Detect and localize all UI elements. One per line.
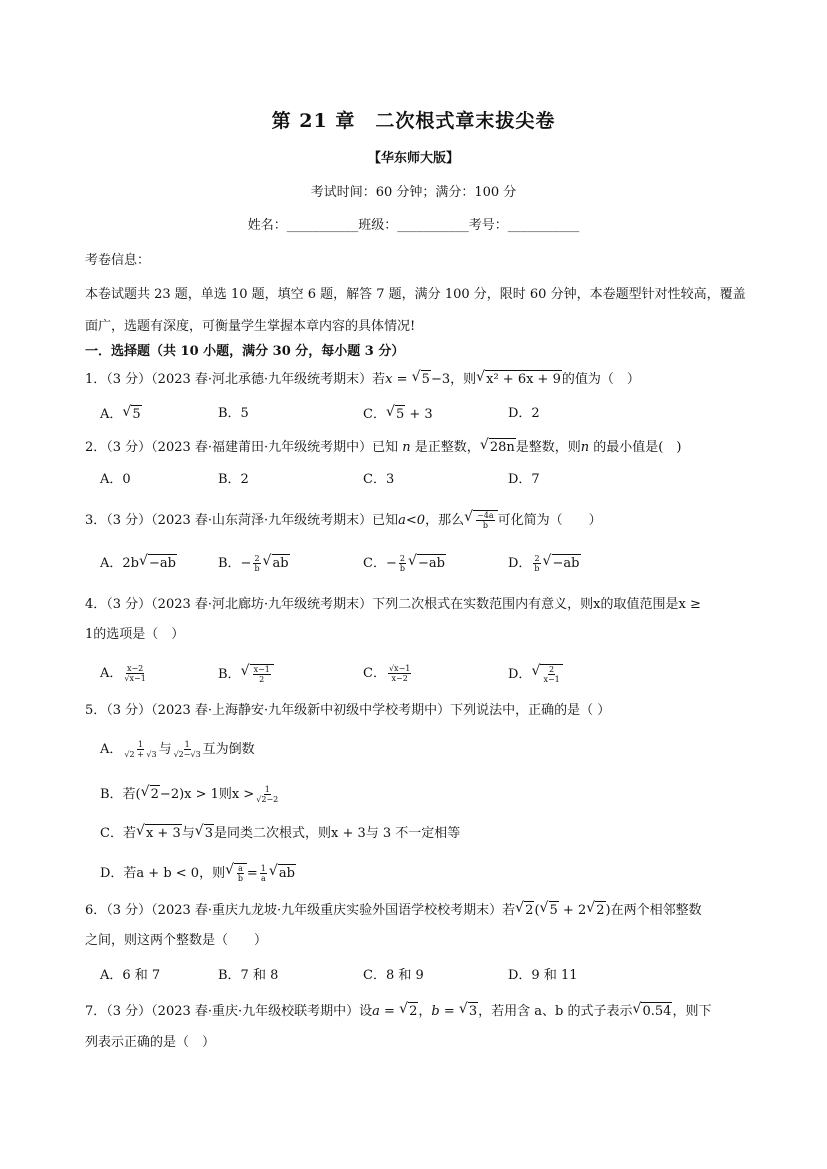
q1-a-rad: √ 5 (131, 405, 141, 424)
q6-rad1: √ 2 (524, 901, 534, 920)
q6-post: )在两个相邻整数 (605, 903, 702, 918)
question-4-line-1: 4．（3 分）（2023 春·河北廊坊·九年级统考期末）下列二次根式在实数范围内有意义，则x的取值范围是x ≥ (85, 597, 701, 612)
q5-d-eq: = (246, 866, 258, 881)
q7-text: 7．（3 分）（2023 春·重庆·九年级校联考期中）设 (85, 1004, 373, 1019)
q3-option-c[interactable] (363, 554, 446, 573)
q3-cond: a<0 (398, 513, 426, 528)
q1-option-d[interactable]: D．2 (508, 406, 540, 421)
q3-d-den: b (534, 564, 540, 573)
question-2 (85, 438, 681, 457)
q3-b-rad: √ ab (272, 554, 290, 573)
q1-option-a[interactable] (100, 405, 142, 424)
q5-b-label: B．若( (100, 787, 141, 802)
name-blank: ___________ (286, 218, 359, 233)
q4-d-label: D． (508, 667, 532, 682)
q5-c-mid: 与 (181, 826, 195, 841)
q6-rad2: √ 5 (549, 901, 559, 920)
intro-line-2: 面广，选题有深度，可衡量学生掌握本章内容的具体情况! (85, 319, 416, 334)
q3-a-rad: √ −ab (148, 554, 177, 573)
q2-option-d[interactable]: D．7 (508, 472, 540, 487)
q1-x: x = (385, 372, 412, 387)
question-1 (85, 370, 640, 389)
q3-a-label: A．2b (100, 556, 139, 571)
q4-a-den: √x−1 (124, 674, 146, 683)
intro-label: 考卷信息： (85, 253, 151, 268)
q3-mid: ，那么 (425, 513, 465, 528)
q5-d-rad: √ ab (278, 864, 296, 883)
q4-c-num: √x−1 (388, 664, 411, 673)
q4-c-den: x−2 (391, 674, 408, 683)
name-label: 姓名： (247, 218, 287, 233)
q2-option-c[interactable]: C．3 (363, 472, 395, 487)
q3-b-num: 2 (254, 554, 260, 563)
q2-mid2: 是整数，则 (515, 440, 581, 455)
number-blank: ___________ (507, 218, 580, 233)
q1-option-b[interactable]: B．5 (218, 406, 249, 421)
q5-a-label: A． (100, 742, 123, 757)
q5-option-a[interactable] (100, 740, 255, 759)
q1-c-rad: √ 5 (395, 405, 405, 424)
q4-b-label: B． (218, 667, 241, 682)
q7-rad: √ 0.54 (641, 1002, 672, 1021)
q7-b-rad: √ 3 (468, 1002, 478, 1021)
number-label: 考号： (468, 218, 508, 233)
q2-text: 2．（3 分）（2023 春·福建莆田·九年级统考期中）已知 (85, 440, 399, 455)
q5-c-rad2: √ 3 (204, 824, 214, 843)
intro-line-1: 本卷试题共 23 题，单选 10 题，填空 6 题，解答 7 题，满分 100 分，限时 60 分钟，本卷题型针对性较高，覆盖 (85, 287, 746, 302)
q7-a-eq: a = (372, 1004, 400, 1019)
q3-d-label: D． (508, 556, 532, 571)
q3-suffix: 可化简为（ ） (497, 513, 602, 528)
q3-c-rad: √ −ab (417, 554, 446, 573)
q5-a-f1-den: √2 + √3 (124, 750, 157, 759)
question-6-line-2: 之间，则这两个整数是（ ） (85, 933, 268, 948)
q5-d-f-den: a (260, 874, 266, 883)
q2-suffix: 的最小值是( ) (589, 440, 682, 455)
q2-n2: n (580, 440, 590, 455)
q5-d-num: √ a (238, 864, 243, 873)
q3-c-label: C．− (363, 556, 397, 571)
question-7-line-1 (85, 1002, 711, 1021)
q2-option-b[interactable]: B．2 (218, 472, 249, 487)
q5-d-label: D．若a + b < 0，则 (100, 866, 226, 881)
q2-mid: 是正整数， (410, 440, 480, 455)
q4-option-b[interactable] (218, 664, 274, 684)
q6-text: 6．（3 分）（2023 春·重庆九龙坡·九年级重庆实验外国语学校校考期末）若 (85, 903, 516, 918)
q5-d-f-num: 1 (260, 864, 266, 873)
q3-b-den: b (254, 564, 260, 573)
q7-mid: ，若用含 a、b 的式子表示 (478, 1004, 633, 1019)
question-5: 5．（3 分）（2023 春·上海静安·九年级新中初级中学校考期中）下列说法中，正确的是（ ） (85, 703, 611, 718)
q3-frac-num: √ −4a (477, 511, 494, 520)
q5-option-d[interactable] (100, 863, 296, 883)
q4-a-label: A． (100, 666, 123, 681)
q6-option-d[interactable]: D．9 和 11 (508, 968, 578, 983)
edition-label: 【华东师大版】 (367, 151, 459, 166)
q7-post: ，则下 (672, 1004, 712, 1019)
q5-b-den: √2−2 (256, 795, 279, 804)
q3-c-num: 2 (399, 554, 405, 563)
q5-option-c[interactable] (100, 824, 460, 843)
q4-a-num: x−2 (126, 664, 144, 673)
q2-n: n (402, 440, 411, 455)
q2-option-a[interactable]: A．0 (100, 472, 131, 487)
q5-a-f2-den: √2−√3 (173, 750, 201, 759)
q4-option-d[interactable] (508, 664, 563, 684)
q1-a-label: A． (100, 407, 123, 422)
q3-text: 3．（3 分）（2023 春·山东菏泽·九年级统考期末）已知 (85, 513, 399, 528)
q5-b-num: 1 (264, 785, 270, 794)
q1-x-tail: −3 (430, 372, 451, 387)
q5-option-b[interactable] (100, 785, 280, 804)
q7-sep: ， (418, 1004, 432, 1019)
question-3 (85, 510, 602, 530)
q6-option-c[interactable]: C．8 和 9 (363, 968, 424, 983)
q5-a-f1-num: 1 (137, 740, 144, 749)
q3-c-den: b (399, 564, 405, 573)
q3-d-rad: √ −ab (552, 554, 581, 573)
q7-a-rad: √ 2 (408, 1002, 418, 1021)
page-title: 第 21 章 二次根式章末拔尖卷 (271, 110, 556, 132)
q1-x-radicand: √ 5 (421, 370, 431, 389)
question-7-line-2: 列表示正确的是（ ） (85, 1035, 216, 1050)
q1-c-label: C． (363, 407, 386, 422)
exam-info: 考试时间：60 分钟；满分：100 分 (310, 185, 517, 200)
q5-a-tail: 互为倒数 (202, 742, 255, 757)
q5-d-den: b (237, 874, 244, 883)
q5-c-label: C．若 (100, 826, 136, 841)
q6-rad3: √ 2 (595, 901, 605, 920)
class-label: 班级： (358, 218, 398, 233)
q2-radicand: √ 28n (489, 438, 516, 457)
q4-b-num: √ x−1 (253, 665, 270, 674)
q1-c-tail: + 3 (405, 407, 433, 422)
class-blank: ___________ (397, 218, 469, 233)
q6-option-a[interactable]: A．6 和 7 (100, 968, 161, 983)
q1-mid: ，则 (450, 372, 477, 387)
q5-c-tail: 是同类二次根式，则x + 3与 3 不一定相等 (214, 826, 461, 841)
question-4-line-2: 1的选项是（ ） (85, 627, 185, 642)
q3-option-d[interactable] (508, 554, 581, 573)
q4-option-a[interactable] (100, 664, 148, 683)
q4-c-label: C． (363, 666, 386, 681)
q5-a-f2-num: 1 (184, 740, 190, 749)
section-heading: 一．选择题（共 10 小题，满分 30 分，每小题 3 分） (85, 344, 405, 359)
q4-option-c[interactable] (363, 664, 413, 683)
q1-text: 1．（3 分）（2023 春·河北承德·九年级统考期末）若 (85, 372, 386, 387)
q3-b-label: B．− (218, 556, 252, 571)
q6-option-b[interactable]: B．7 和 8 (218, 968, 279, 983)
student-info-line (0, 217, 827, 235)
q6-mid: ( (534, 903, 540, 918)
q3-frac-den: b (482, 521, 488, 530)
q1-radicand: √ x² + 6x + 9 (485, 370, 562, 389)
q5-a-mid: 与 (158, 742, 172, 757)
q5-b-mid: −2)x > 1则x > (159, 787, 255, 802)
q4-b-den: 2 (259, 675, 265, 684)
q1-option-c[interactable] (363, 405, 433, 424)
q1-suffix: 的值为（ ） (561, 372, 640, 387)
q3-option-a[interactable] (100, 554, 177, 573)
q4-d-den: x−1 (543, 675, 560, 684)
q3-d-num: 2 (534, 554, 540, 563)
q3-option-b[interactable] (218, 554, 290, 573)
question-6-line-1 (85, 901, 702, 920)
q5-b-rad: √ 2 (150, 785, 160, 804)
q4-d-num: √ 2 (549, 665, 555, 674)
q6-mid2: + 2 (558, 903, 587, 918)
q7-b-eq: b = (431, 1004, 459, 1019)
q5-c-rad: √ x + 3 (145, 824, 182, 843)
